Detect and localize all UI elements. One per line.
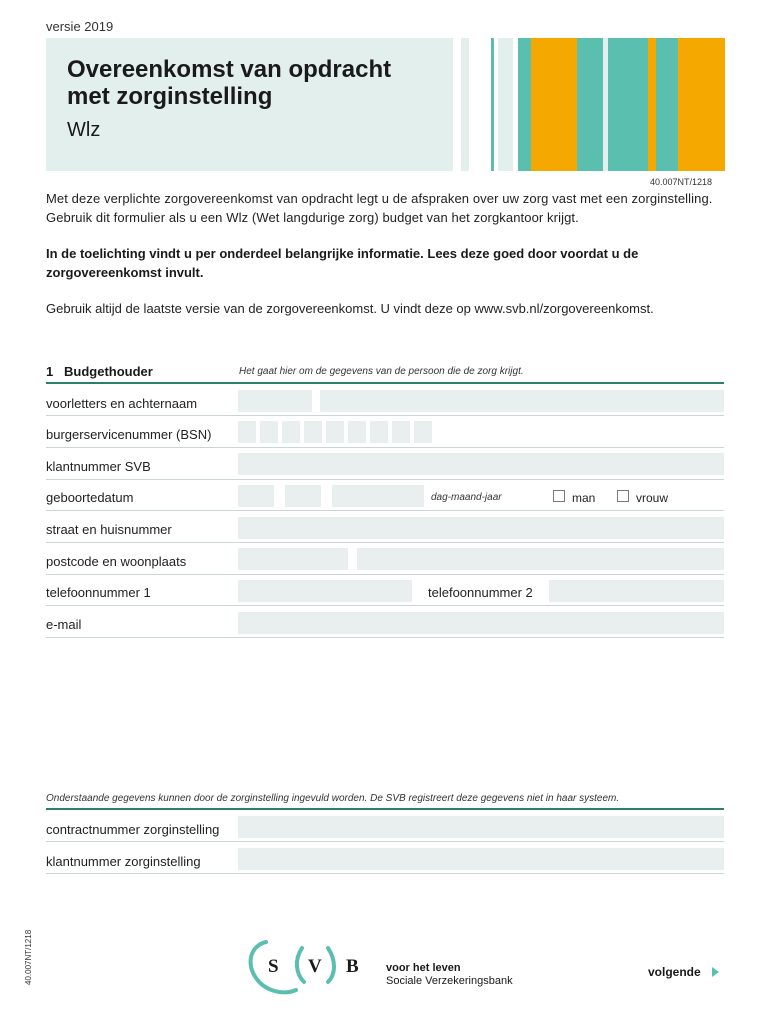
gender-female-checkbox[interactable] — [617, 490, 629, 502]
institution-client-number-input[interactable] — [238, 848, 724, 870]
logo-letter-v: V — [308, 956, 322, 977]
phone-1-input[interactable] — [238, 580, 412, 602]
row-divider — [46, 873, 724, 874]
phone-2-input[interactable] — [549, 580, 724, 602]
institution-note: Onderstaande gegevens kunnen door de zorginstelling ingevuld worden. De SVB registreert deze gegevens niet in haar systeem. — [46, 793, 620, 804]
email-label: e-mail — [46, 617, 82, 632]
email-input[interactable] — [238, 612, 724, 634]
street-label: straat en huisnummer — [46, 522, 172, 537]
row-divider — [46, 479, 724, 480]
birth-day-input[interactable] — [238, 485, 274, 507]
section-title: Budgethouder — [64, 364, 153, 379]
initials-input[interactable] — [238, 390, 312, 412]
form-code: 40.007NT/1218 — [649, 177, 712, 187]
row-divider — [46, 637, 724, 638]
page-title — [67, 56, 447, 110]
next-arrow-icon[interactable] — [712, 967, 719, 977]
institution-client-number-label: klantnummer zorginstelling — [46, 854, 201, 869]
svb-logo — [244, 938, 374, 996]
title-line-1: Overeenkomst van opdracht — [67, 56, 392, 83]
intro-paragraph-1: Met deze verplichte zorgovereenkomst van opdracht legt u de afspraken over uw zorg vast met een zorginstelling. Gebruik dit formulier als u een Wlz (Wet langdurige zorg) budget van het zorgkantoor krijgt. — [46, 191, 713, 225]
row-divider — [46, 841, 724, 842]
title-line-2: met zorginstelling — [67, 83, 273, 110]
client-number-input[interactable] — [238, 453, 724, 475]
intro-paragraph-3: Gebruik altijd de laatste versie van de zorgovereenkomst. U vindt deze op www.svb.nl/zorgovereenkomst. — [46, 301, 654, 316]
version-label: versie 2019 — [46, 19, 114, 34]
row-divider — [46, 542, 724, 543]
gender-female-label: vrouw — [636, 491, 669, 505]
section-rule — [46, 382, 724, 384]
bsn-label: burgerservicenummer (BSN) — [46, 427, 212, 442]
birth-year-input[interactable] — [332, 485, 424, 507]
postcode-label: postcode en woonplaats — [46, 554, 187, 569]
row-divider — [46, 510, 724, 511]
phone-2-label: telefoonnummer 2 — [428, 585, 533, 600]
row-divider — [46, 415, 724, 416]
side-form-code — [24, 929, 34, 1024]
name-label: voorletters en achternaam — [46, 396, 198, 411]
date-format-hint: dag-maand-jaar — [431, 492, 502, 503]
row-divider — [46, 605, 724, 606]
section-number: 1 — [46, 364, 54, 379]
client-number-label: klantnummer SVB — [46, 459, 151, 474]
page-subtitle: Wlz — [67, 119, 101, 141]
intro-paragraph-2: In de toelichting vindt u per onderdeel belangrijke informatie. Lees deze goed door voordat u de zorgovereenkomst invult. — [46, 246, 639, 280]
logo-letter-s: S — [268, 956, 279, 977]
row-divider — [46, 447, 724, 448]
section-note: Het gaat hier om de gegevens van de persoon die de zorg krijgt. — [239, 366, 524, 377]
street-input[interactable] — [238, 517, 724, 539]
birth-date-label: geboortedatum — [46, 490, 134, 505]
section-rule-2 — [46, 808, 724, 810]
phone-1-label: telefoonnummer 1 — [46, 585, 151, 600]
gender-male-checkbox[interactable] — [553, 490, 565, 502]
lastname-input[interactable] — [320, 390, 724, 412]
side-form-code-text: 40.007NT/1218 — [24, 929, 33, 985]
city-input[interactable] — [357, 548, 724, 570]
contract-number-label: contractnummer zorginstelling — [46, 822, 220, 837]
postcode-input[interactable] — [238, 548, 348, 570]
logo-letter-b: B — [346, 956, 359, 977]
next-page-link[interactable]: volgende — [648, 965, 701, 979]
row-divider — [46, 574, 724, 575]
tagline-2: Sociale Verzekeringsbank — [386, 975, 513, 987]
birth-month-input[interactable] — [285, 485, 321, 507]
contract-number-input[interactable] — [238, 816, 724, 838]
gender-male-label: man — [572, 491, 596, 505]
tagline-1: voor het leven — [386, 962, 461, 974]
